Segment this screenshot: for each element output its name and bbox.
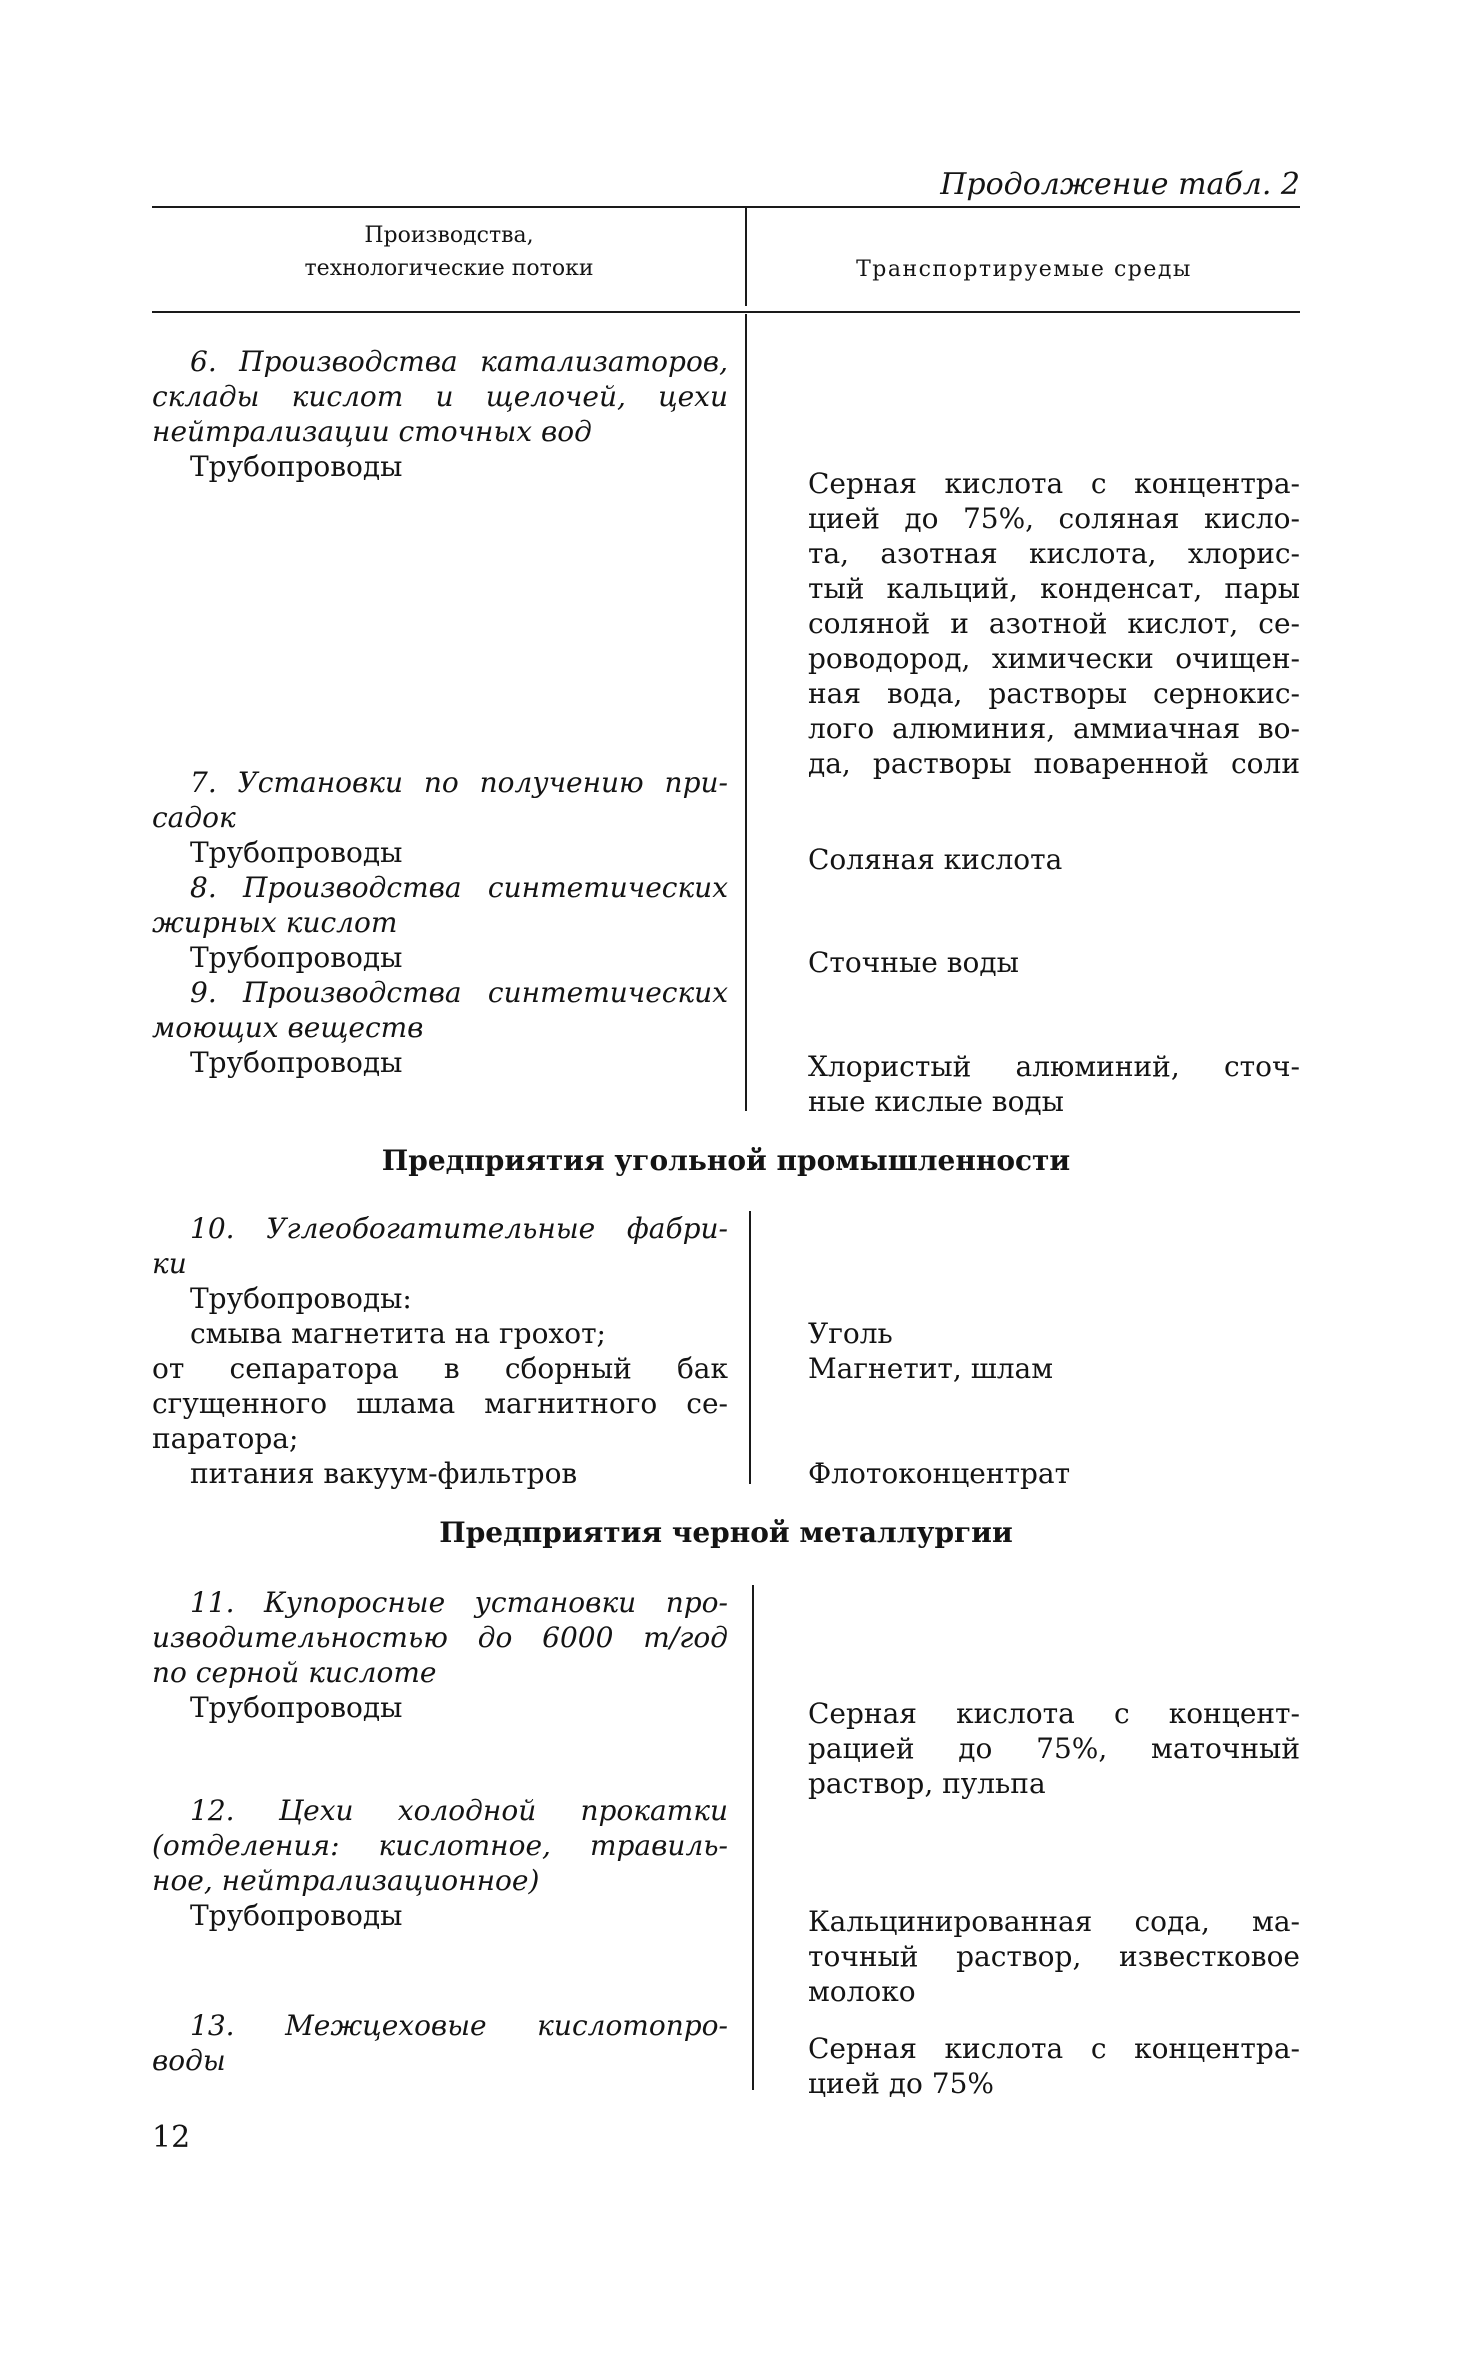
- entry-item-line: от сепаратора в сборный бак: [152, 1352, 728, 1385]
- row-6-media: [808, 466, 1300, 781]
- entry-item-line: паратора;: [152, 1422, 299, 1455]
- entry-item-line: Трубопроводы: [190, 1046, 403, 1079]
- media-line: тый кальций, конденсат, пары: [808, 572, 1300, 605]
- entry-title-line: жирных кислот: [152, 906, 398, 939]
- row-6-processes: [152, 344, 728, 484]
- row-7-processes: [152, 765, 728, 870]
- entry-title-line: 9. Производства синтетических: [190, 976, 728, 1009]
- media-line: ная вода, растворы сернокис-: [808, 677, 1300, 710]
- media-line: точный раствор, известковое: [808, 1940, 1300, 1973]
- media-line: Флотоконцентрат: [808, 1457, 1071, 1490]
- entry-title-line: 13. Межцеховые кислотопро-: [190, 2009, 728, 2042]
- row-7-media: [808, 842, 1300, 877]
- row-12-media: [808, 1904, 1300, 2009]
- row-9-media: [808, 1049, 1300, 1119]
- header-column-processes-line: Производства,: [364, 223, 534, 248]
- page-number: 12: [152, 2120, 191, 2155]
- media-line: Серная кислота с концентра-: [808, 2032, 1300, 2065]
- media-line: лого алюминия, аммиачная во-: [808, 712, 1300, 745]
- entry-item-line: Трубопроводы: [190, 450, 403, 483]
- row-13-media: [808, 2031, 1300, 2101]
- entry-title-line: нейтрализации сточных вод: [152, 415, 592, 448]
- row-10-media: [808, 1316, 1300, 1386]
- column-divider: [752, 1585, 754, 2090]
- entry-item-line: питания вакуум-фильтров: [190, 1457, 578, 1490]
- table-top-rule: [152, 206, 1300, 208]
- media-line: та, азотная кислота, хлорис-: [808, 537, 1300, 570]
- media-line: Соляная кислота: [808, 843, 1063, 876]
- entry-title-line: садок: [152, 801, 236, 834]
- media-line: Кальцинированная сода, ма-: [808, 1905, 1300, 1938]
- section-heading-ferrous: Предприятия черной металлургии: [439, 1516, 1013, 1549]
- row-8-media: [808, 945, 1300, 980]
- entry-item-line: Трубопроводы:: [190, 1282, 412, 1315]
- media-line: рацией до 75%, маточный: [808, 1732, 1300, 1765]
- media-line: цией до 75%: [808, 2067, 995, 2100]
- entry-item-line: Трубопроводы: [190, 941, 403, 974]
- column-divider: [749, 1211, 751, 1484]
- media-line: ные кислые воды: [808, 1085, 1064, 1118]
- entry-title-line: 6. Производства катализаторов,: [190, 345, 728, 378]
- media-line: Хлористый алюминий, сточ-: [808, 1050, 1300, 1083]
- media-line: Уголь: [808, 1317, 893, 1350]
- entry-title-line: 10. Углеобогатительные фабри-: [190, 1212, 728, 1245]
- row-8-processes: [152, 870, 728, 975]
- media-line: соляной и азотной кислот, се-: [808, 607, 1300, 640]
- media-line: Сточные воды: [808, 946, 1019, 979]
- media-line: молоко: [808, 1975, 916, 2008]
- entry-title-line: моющих веществ: [152, 1011, 424, 1044]
- entry-title-line: 8. Производства синтетических: [190, 871, 728, 904]
- row-12-processes: [152, 1793, 728, 1933]
- row-13-processes: [152, 2008, 728, 2078]
- entry-item-line: сгущенного шлама магнитного се-: [152, 1387, 728, 1420]
- header-bottom-rule: [152, 311, 1300, 313]
- media-line: Магнетит, шлам: [808, 1352, 1053, 1385]
- header-column-processes: [152, 219, 746, 285]
- entry-item-line: Трубопроводы: [190, 1899, 403, 1932]
- entry-title-line: 12. Цехи холодной прокатки: [190, 1794, 728, 1827]
- entry-title-line: (отделения: кислотное, травиль-: [152, 1829, 728, 1862]
- header-column-processes-line: технологические потоки: [304, 256, 594, 281]
- entry-item-line: смыва магнетита на грохот;: [190, 1317, 606, 1350]
- media-line: Серная кислота с концент-: [808, 1697, 1300, 1730]
- row-9-processes: [152, 975, 728, 1080]
- entry-title-line: по серной кислоте: [152, 1656, 437, 1689]
- media-line: раствор, пульпа: [808, 1767, 1046, 1800]
- continuation-label: Продолжение табл. 2: [940, 167, 1300, 202]
- row-11-processes: [152, 1585, 728, 1725]
- entry-title-line: ки: [152, 1247, 187, 1280]
- header-column-divider: [745, 206, 747, 306]
- section-heading-coal: Предприятия угольной промышленности: [381, 1144, 1071, 1177]
- entry-title-line: воды: [152, 2044, 226, 2077]
- media-line: да, растворы поваренной соли: [808, 747, 1300, 780]
- column-divider: [745, 314, 747, 1111]
- row-10-processes: [152, 1211, 728, 1491]
- entry-item-line: Трубопроводы: [190, 1691, 403, 1724]
- row-10-media: [808, 1456, 1300, 1491]
- media-line: роводород, химически очищен-: [808, 642, 1300, 675]
- entry-title-line: изводительностью до 6000 т/год: [152, 1621, 728, 1654]
- entry-title-line: 7. Установки по получению при-: [190, 766, 728, 799]
- entry-title-line: склады кислот и щелочей, цехи: [152, 380, 728, 413]
- entry-item-line: Трубопроводы: [190, 836, 403, 869]
- media-line: Серная кислота с концентра-: [808, 467, 1300, 500]
- entry-title-line: 11. Купоросные установки про-: [190, 1586, 728, 1619]
- entry-title-line: ное, нейтрализационное): [152, 1864, 540, 1897]
- row-11-media: [808, 1696, 1300, 1801]
- media-line: цией до 75%, соляная кисло-: [808, 502, 1300, 535]
- header-column-media: Транспортируемые среды: [856, 257, 1192, 282]
